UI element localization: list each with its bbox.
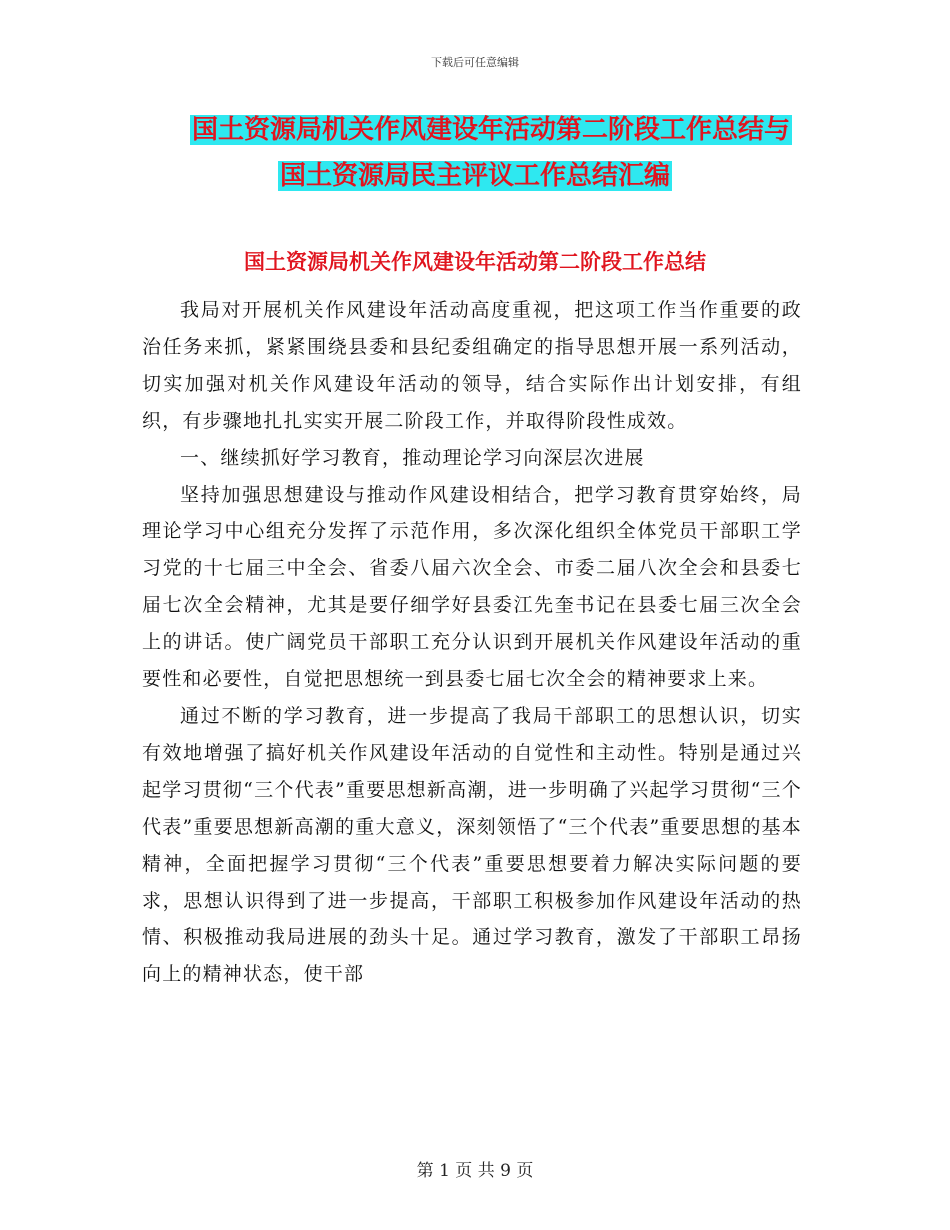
header-note: 下载后可任意编辑	[431, 56, 519, 69]
paragraph-effects: 通过不断的学习教育，进一步提高了我局干部职工的思想认识，切实有效地增强了搞好机关作风建设年活动的自觉性和主动性。特别是通过兴起学习贯彻“三个代表”重要思想新高潮，进一步明确了兴起学习贯彻“三个代表”重要思想新高潮的重大意义，深刻领悟了“三个代表”重要思想的基本精神，全面把握学习贯彻“三个代表”重要思想要着力解决实际问题的要求，思想认识得到了进一步提高，干部职工积极参加作风建设年活动的热情、积极推动我局进展的劲头十足。通过学习教育，激发了干部职工昂扬向上的精神状态，使干部	[142, 704, 802, 986]
paragraph-study: 坚持加强思想建设与推动作风建设相结合，把学习教育贯穿始终，局理论学习中心组充分发挥了示范作用，多次深化组织全体党员干部职工学习党的十七届三中全会、省委八届六次全会、市委二届八次全会和县委七届七次全会精神，尤其是要仔细学好县委江先奎书记在县委七届三次全会上的讲话。使广阔党员干部职工充分认识到开展机关作风建设年活动的重要性和必要性，自觉把思想统一到县委七届七次全会的精神要求上来。	[142, 483, 802, 691]
document-title-line-1-text: 国土资源局机关作风建设年活动第二阶段工作总结与	[192, 115, 791, 145]
section-title: 国土资源局机关作风建设年活动第二阶段工作总结	[244, 249, 706, 274]
document-title-line-2-text: 国土资源局民主评议工作总结汇编	[280, 161, 671, 191]
document-title-line-2	[278, 156, 698, 196]
paragraph-intro: 我局对开展机关作风建设年活动高度重视，把这项工作当作重要的政治任务来抓，紧紧围绕县委和县纪委组确定的指导思想开展一系列活动，切实加强对机关作风建设年活动的领导，结合实际作出计划安排，有组织，有步骤地扎扎实实开展二阶段工作，并取得阶段性成效。	[142, 299, 802, 432]
document-title-line-1	[190, 110, 810, 150]
paragraph-heading-1: 一、继续抓好学习教育，推动理论学习向深层次进展	[180, 446, 645, 469]
page-number: 第 1 页 共 9 页	[416, 1161, 534, 1181]
document-body	[142, 292, 802, 993]
